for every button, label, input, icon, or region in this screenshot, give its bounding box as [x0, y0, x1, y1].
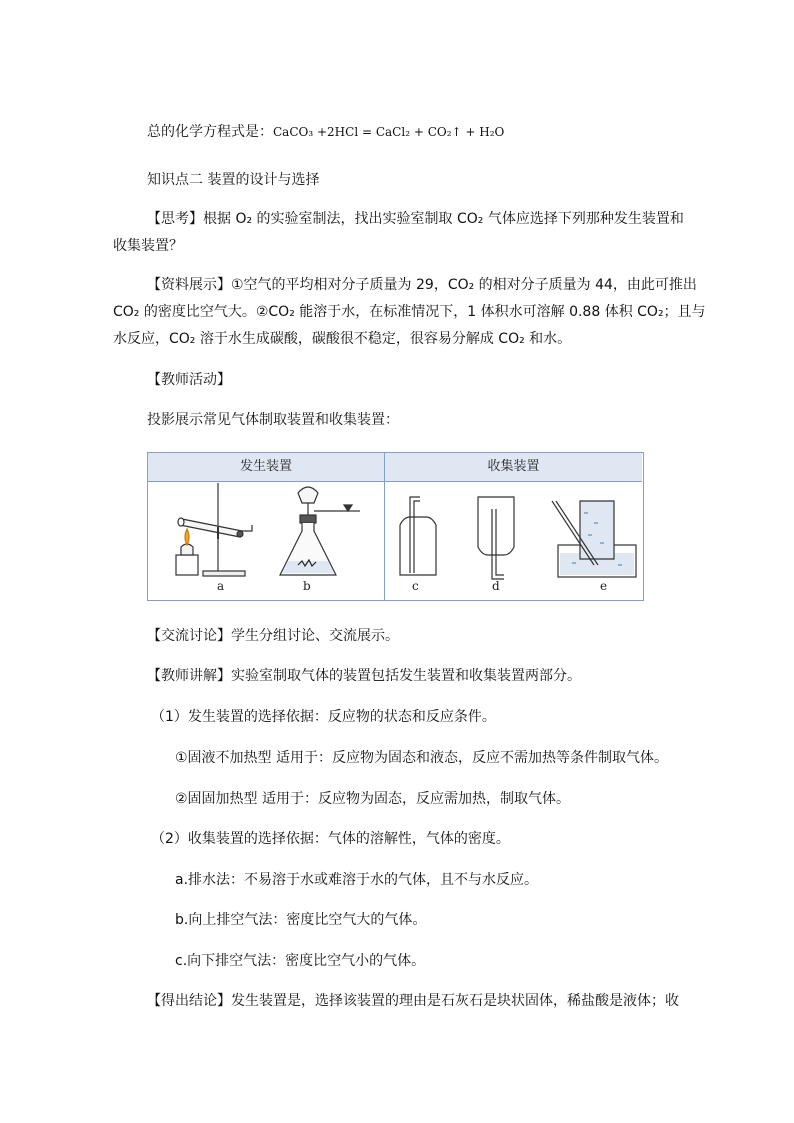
- water-displacement-line: a.排水法：不易溶于水或难溶于水的气体，且不与水反应。: [175, 872, 539, 888]
- solid-liquid-line: ①固液不加热型 适用于：反应物为固态和液态，反应不需加热等条件制取气体。: [175, 750, 668, 766]
- apparatus-drawings: [148, 453, 642, 599]
- equation-line: [147, 122, 504, 142]
- apparatus-c-drawing: [400, 497, 436, 575]
- label-a: a: [217, 579, 225, 593]
- collection-basis-line: （2）收集装置的选择依据：气体的溶解性，气体的密度。: [151, 831, 510, 847]
- material-line-1: 【资料展示】①空气的平均相对分子质量为 29，CO₂ 的相对分子质量为 44，由此可推出: [147, 277, 697, 293]
- conclusion-line: 【得出结论】发生装置是，选择该装置的理由是石灰石是块状固体，稀盐酸是液体；收: [147, 993, 679, 1009]
- discussion-line: 【交流讨论】学生分组讨论、交流展示。: [147, 628, 399, 644]
- collection-apparatus-header: 收集装置: [385, 453, 642, 482]
- label-c: c: [412, 579, 419, 593]
- apparatus-b-drawing: [280, 487, 360, 575]
- material-line-2: CO₂ 的密度比空气大。②CO₂ 能溶于水，在标准情况下，1 体积水可溶解 0.88 体积 CO₂；且与: [113, 304, 706, 320]
- generation-apparatus-header: 发生装置: [148, 453, 384, 482]
- equation: CaCO₃ +2HCl = CaCl₂ + CO₂↑ + H₂O: [273, 125, 505, 139]
- solid-solid-line: ②固固加热型 适用于：反应物为固态，反应需加热，制取气体。: [175, 791, 570, 807]
- teacher-explain-line: 【教师讲解】实验室制取气体的装置包括发生装置和收集装置两部分。: [147, 668, 581, 684]
- equation-prefix: 总的化学方程式是：: [147, 124, 273, 140]
- think-line-1: 【思考】根据 O₂ 的实验室制法，找出实验室制取 CO₂ 气体应选择下列那种发生装置和: [147, 211, 684, 227]
- downward-air-line: c.向下排空气法：密度比空气小的气体。: [175, 953, 426, 969]
- generation-basis-line: （1）发生装置的选择依据：反应物的状态和反应条件。: [151, 709, 496, 725]
- apparatus-a-drawing: [176, 483, 252, 576]
- label-d: d: [492, 579, 500, 593]
- apparatus-d-drawing: [478, 497, 514, 579]
- label-b: b: [303, 579, 311, 593]
- think-line-2: 收集装置？: [113, 238, 183, 254]
- material-line-3: 水反应，CO₂ 溶于水生成碳酸，碳酸很不稳定，很容易分解成 CO₂ 和水。: [113, 331, 572, 347]
- label-e: e: [600, 579, 608, 593]
- apparatus-e-drawing: [552, 501, 636, 577]
- section-heading: 知识点二 装置的设计与选择: [147, 172, 320, 188]
- teacher-activity-heading: 【教师活动】: [147, 372, 231, 388]
- upward-air-line: b.向上排空气法：密度比空气大的气体。: [175, 912, 427, 928]
- apparatus-figure: [147, 452, 644, 601]
- projection-caption: 投影展示常见气体制取装置和收集装置：: [147, 412, 399, 428]
